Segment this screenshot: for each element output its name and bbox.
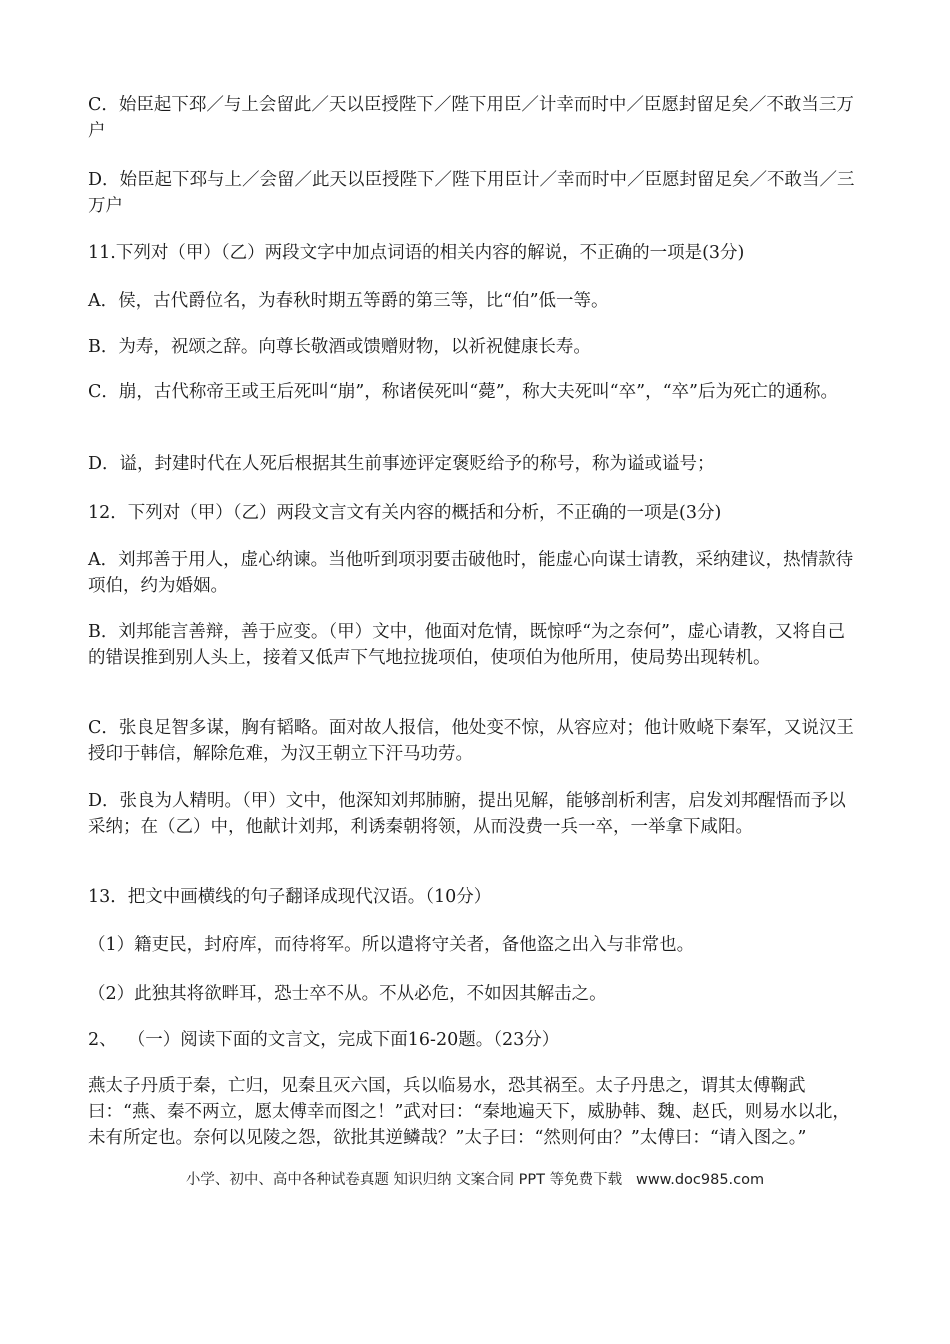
question-11-stem: 11.下列对（甲）（乙）两段文字中加点词语的相关内容的解说，不正确的一项是(3分)	[88, 243, 745, 263]
question-11-option-d: D．谥，封建时代在人死后根据其生前事迹评定褒贬给予的称号，称为谥或谥号；	[88, 454, 715, 474]
section-2-heading: 2、 （一）阅读下面的文言文，完成下面16-20题。（23分）	[88, 1030, 560, 1050]
page-footer: 小学、初中、高中各种试卷真题 知识归纳 文案合同 PPT 等免费下载 www.doc985.com	[185, 1172, 765, 1188]
question-12-option-c: C．张良足智多谋，胸有韬略。面对故人报信，他处变不惊，从容应对；他计败峣下秦军，又说汉王授印于韩信，解除危难，为汉王朝立下汗马功劳。	[88, 718, 854, 764]
question-12-stem: 12．下列对（甲）（乙）两段文言文有关内容的概括和分析，不正确的一项是(3分)	[88, 503, 722, 523]
question-11-option-a: A．侯，古代爵位名，为春秋时期五等爵的第三等，比“伯”低一等。	[88, 291, 609, 311]
question-13-item-1: （1）籍吏民，封府库，而待将军。所以遣将守关者，备他盗之出入与非常也。	[88, 935, 695, 955]
question-12-option-b: B．刘邦能言善辩，善于应变。（甲）文中，他面对危情，既惊呼“为之奈何”，虚心请教，又将自己的错误推到别人头上，接着又低声下气地拉拢项伯，使项伯为他所用，使局势出现转机。	[88, 622, 845, 668]
question-13-item-2: （2）此独其将欲畔耳，恐士卒不从。不从必危，不如因其解击之。	[88, 984, 607, 1004]
question-11-option-b: B．为寿，祝颂之辞。向尊长敬酒或馈赠财物，以祈祝健康长寿。	[88, 337, 591, 357]
question-13-stem: 13．把文中画横线的句子翻译成现代汉语。（10分）	[88, 887, 492, 907]
question-12-option-a: A．刘邦善于用人，虚心纳谏。当他听到项羽要击破他时，能虚心向谋士请教，采纳建议，热情款待项伯，约为婚姻。	[88, 550, 854, 596]
question-11-option-c: C．崩，古代称帝王或王后死叫“崩”，称诸侯死叫“薨”，称大夫死叫“卒”，“卒”后为死亡的通称。	[88, 382, 838, 402]
option-c-punctuation: C．始臣起下邳／与上会留此／天以臣授陛下／陛下用臣／计幸而时中／臣愿封留足矣／不敢当三万户	[88, 95, 854, 141]
option-d-punctuation: D．始臣起下邳与上／会留／此天以臣授陛下／陛下用臣计／幸而时中／臣愿封留足矣／不敢当／三万户	[88, 170, 855, 216]
classical-passage: 燕太子丹质于秦，亡归，见秦且灭六国，兵以临易水，恐其祸至。太子丹患之，谓其太傅鞠武曰：“燕、秦不两立，愿太傅幸而图之！”武对曰：“秦地遍天下，威胁韩、魏、赵氏，则易水以北，未有所定也。奈何以见陵之怨，欲批其逆鳞哉？”太子曰：“然则何由？”太傅曰：“请入图之。”	[88, 1076, 850, 1148]
question-12-option-d: D．张良为人精明。（甲）文中，他深知刘邦肺腑，提出见解，能够剖析利害，启发刘邦醒悟而予以采纳；在（乙）中，他献计刘邦，利诱秦朝将领，从而没费一兵一卒，一举拿下咸阳。	[88, 791, 846, 837]
